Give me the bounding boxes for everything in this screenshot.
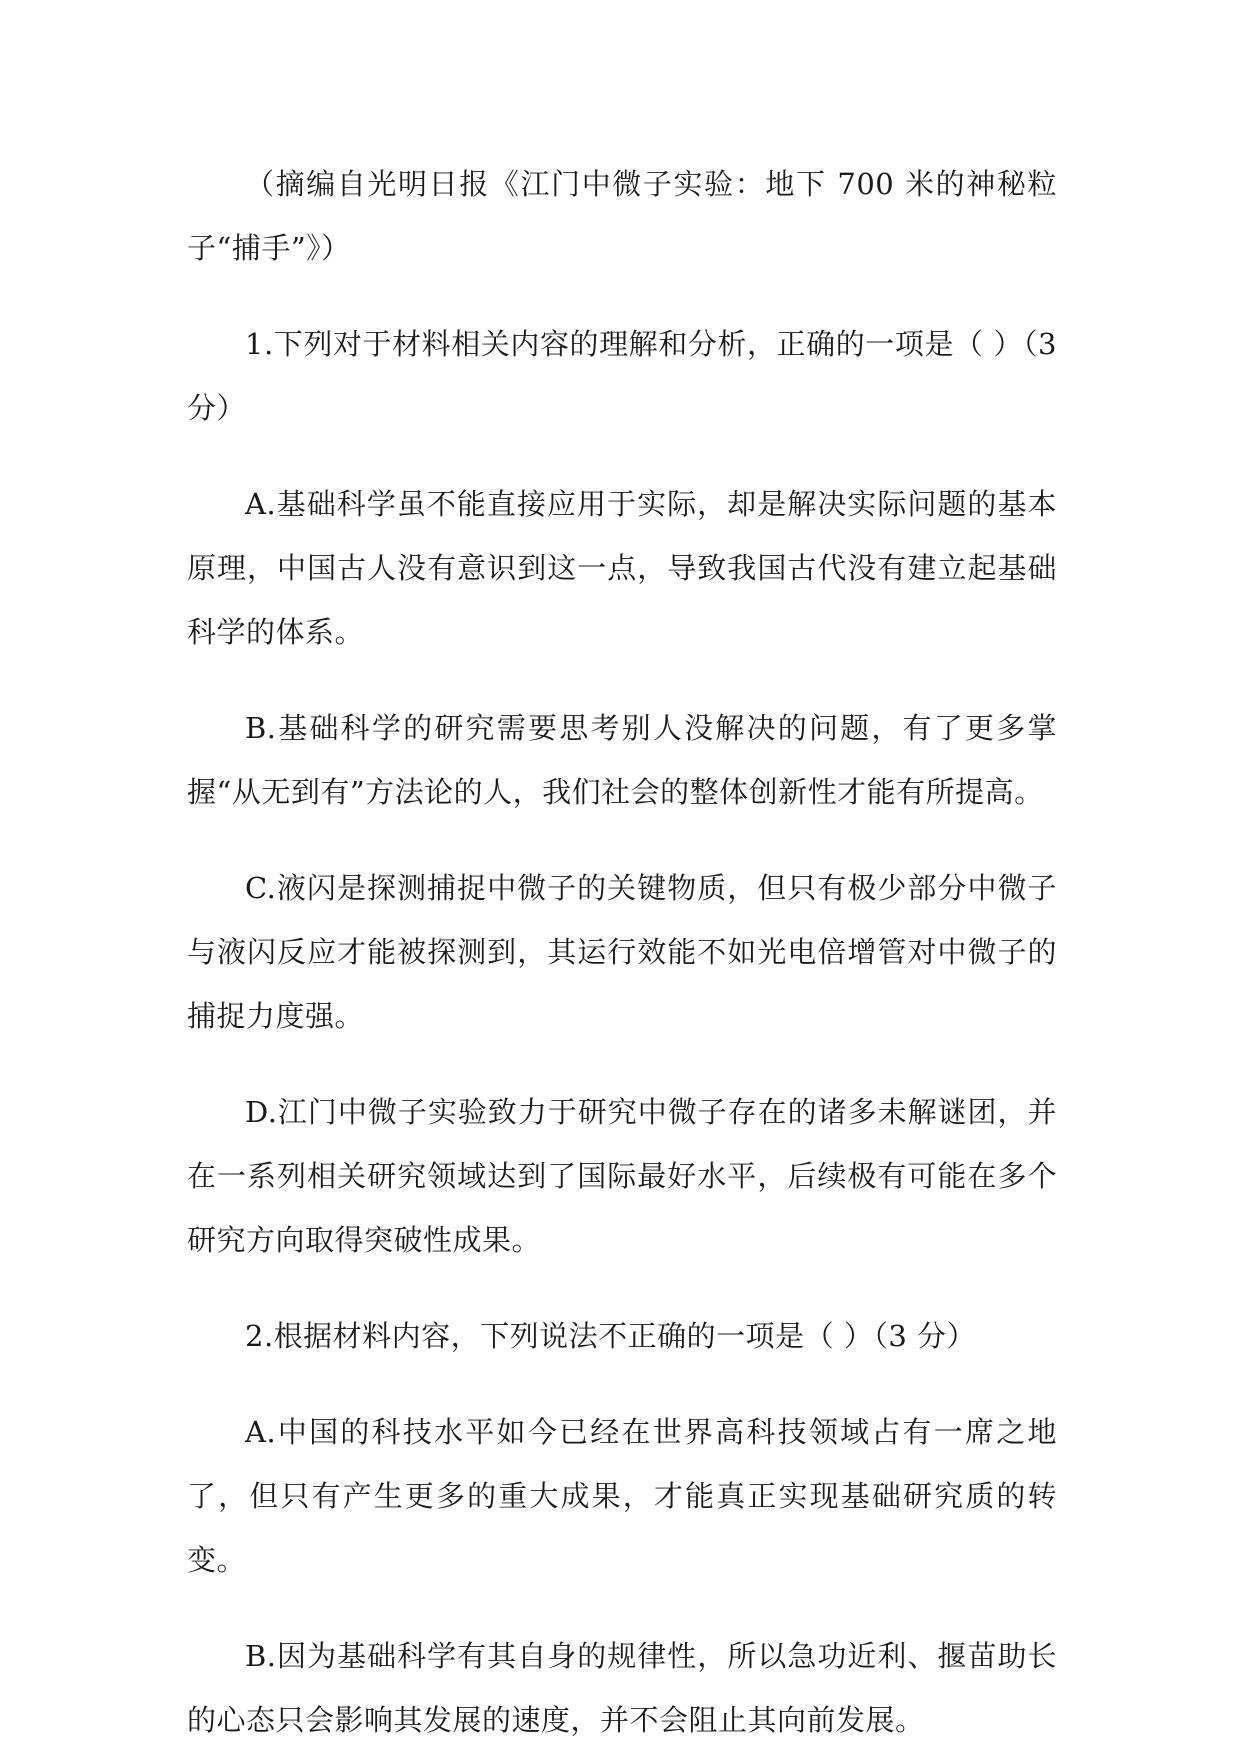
- source-citation: （摘编自光明日报《江门中微子实验：地下 700 米的神秘粒子“捕手”》）: [187, 167, 1057, 265]
- question-1-option-a: A.基础科学虽不能直接应用于实际，却是解决实际问题的基本原理，中国古人没有意识到这一点，导致我国古代没有建立起基础科学的体系。: [187, 487, 1057, 649]
- question-1-stem: 1.下列对于材料相关内容的理解和分析，正确的一项是（ ）（3 分）: [187, 327, 1067, 425]
- question-1-option-b: B.基础科学的研究需要思考别人没解决的问题，有了更多掌握“从无到有”方法论的人，我们社会的整体创新性才能有所提高。: [187, 711, 1057, 809]
- question-2-stem: 2.根据材料内容，下列说法不正确的一项是（ ）（3 分）: [245, 1319, 977, 1353]
- question-1-option-c: C.液闪是探测捕捉中微子的关键物质，但只有极少部分中微子与液闪反应才能被探测到，其运行效能不如光电倍增管对中微子的捕捉力度强。: [187, 871, 1057, 1033]
- question-2-option-a: A.中国的科技水平如今已经在世界高科技领域占有一席之地了，但只有产生更多的重大成果，才能真正实现基础研究质的转变。: [187, 1415, 1057, 1577]
- document-page: [187, 152, 1067, 1752]
- question-2-option-b: B.因为基础科学有其自身的规律性，所以急功近利、揠苗助长的心态只会影响其发展的速度，并不会阻止其向前发展。: [187, 1639, 1057, 1737]
- question-1-option-d: D.江门中微子实验致力于研究中微子存在的诸多未解谜团，并在一系列相关研究领域达到了国际最好水平，后续极有可能在多个研究方向取得突破性成果。: [187, 1095, 1057, 1257]
